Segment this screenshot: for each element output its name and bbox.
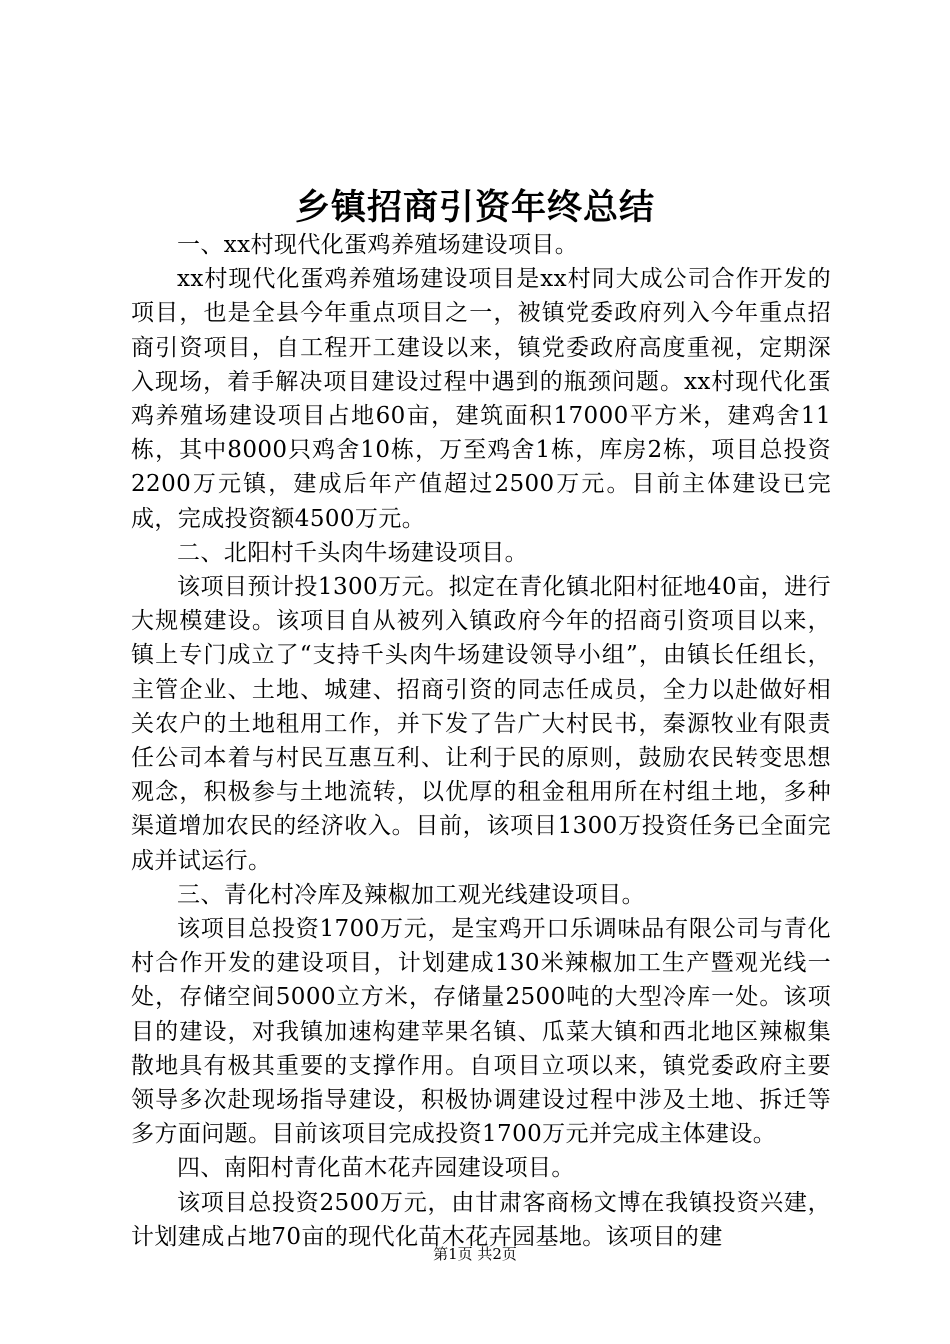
body-paragraph-4: 该项目总投资2500万元，由甘肃客商杨文博在我镇投资兴建，计划建成占地70亩的现代化苗木花卉园基地。该项目的建 — [131, 1189, 831, 1250]
body-paragraph-3: 该项目总投资1700万元，是宝鸡开口乐调味品有限公司与青化村合作开发的建设项目，计划建成130米辣椒加工生产暨观光线一处，存储空间5000立方米，存储量2500吨的大型冷库一处。该项目的建设，对我镇加速构建苹果名镇、瓜菜大镇和西北地区辣椒集散地具有极其重要的支撑作用。自项目立项以来，镇党委政府主要领导多次赴现场指导建设，积极协调建设过程中涉及土地、拆迁等多方面问题。目前该项目完成投资1700万元并完成主体建设。 — [131, 916, 831, 1148]
body-paragraph-1: xx村现代化蛋鸡养殖场建设项目是xx村同大成公司合作开发的项目，也是全县今年重点项目之一，被镇党委政府列入今年重点招商引资项目，自工程开工建设以来，镇党委政府高度重视，定期深入现场，着手解决项目建设过程中遇到的瓶颈问题。xx村现代化蛋鸡养殖场建设项目占地60亩，建筑面积17000平方米，建鸡舍11栋，其中8000只鸡舍10栋，万至鸡舍1栋，库房2栋，项目总投资2200万元镇，建成后年产值超过2500万元。目前主体建设已完成，完成投资额4500万元。 — [131, 266, 831, 532]
section-heading-3: 三、青化村冷库及辣椒加工观光线建设项目。 — [177, 881, 645, 908]
section-heading-2: 二、北阳村千头肉牛场建设项目。 — [177, 539, 528, 566]
page-footer: 第1页 共2页 — [433, 1245, 517, 1263]
body-paragraph-2: 该项目预计投1300万元。拟定在青化镇北阳村征地40亩，进行大规模建设。该项目自从被列入镇政府今年的招商引资项目以来，镇上专门成立了“支持千头肉牛场建设领导小组”，由镇长任组长，主管企业、土地、城建、招商引资的同志任成员，全力以赴做好相关农户的土地租用工作，并下发了告广大村民书，秦源牧业有限责任公司本着与村民互惠互利、让利于民的原则，鼓励农民转变思想观念，积极参与土地流转，以优厚的租金租用所在村组土地，多种渠道增加农民的经济收入。目前，该项目1300万投资任务已全面完成并试运行。 — [131, 574, 831, 874]
document-body — [131, 228, 831, 1254]
section-heading-4: 四、南阳村青化苗木花卉园建设项目。 — [177, 1155, 575, 1182]
section-heading-1: 一、xx村现代化蛋鸡养殖场建设项目。 — [177, 232, 579, 258]
document-title: 乡镇招商引资年终总结 — [294, 187, 655, 228]
